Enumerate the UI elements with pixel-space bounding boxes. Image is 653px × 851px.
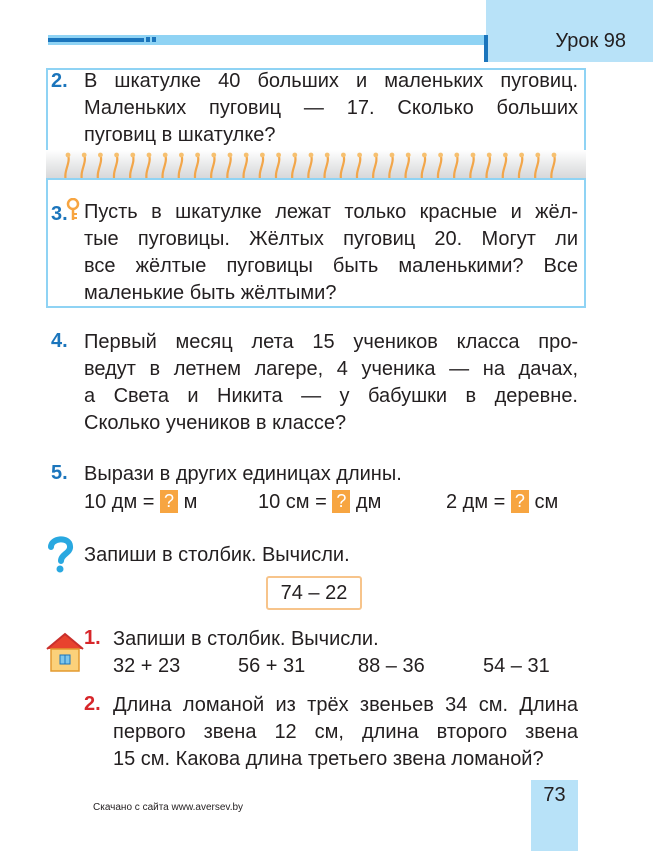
spiral-ring (65, 153, 70, 181)
homework-1-expression: 32 + 23 (113, 655, 181, 677)
spiral-ring (389, 153, 394, 181)
expression-box: 74 – 22 (266, 576, 362, 610)
spiral-ring (454, 153, 459, 181)
task5-number: 5. (51, 462, 68, 484)
spiral-ring (276, 153, 281, 181)
task3-line: тые пуговицы. Жёлтых пуговиц 20. Могут ли (84, 228, 578, 250)
task4-number: 4. (51, 330, 68, 352)
spiral-ring (260, 153, 265, 181)
conversion-2 (258, 489, 381, 516)
unknown-box: ? (160, 490, 178, 513)
homework-1-expression: 56 + 31 (238, 655, 306, 677)
spiral-ring (325, 153, 330, 181)
spiral-ring (98, 153, 103, 181)
task3-text (84, 199, 578, 307)
conversion-left: 2 дм = (446, 491, 506, 513)
conversion-1 (84, 489, 197, 516)
task2-line: В шкатулке 40 больших и маленьких пуговиц. (84, 70, 578, 92)
spiral-ring (470, 153, 475, 181)
key-icon (66, 198, 80, 222)
header-rule-accent (48, 38, 144, 42)
task2-text (84, 68, 578, 149)
task3-line: маленькие быть жёлтыми? (84, 282, 337, 304)
spiral-ring (308, 153, 313, 181)
spiral-ring (373, 153, 378, 181)
spiral-ring (130, 153, 135, 181)
spiral-ring (438, 153, 443, 181)
spiral-ring (551, 153, 556, 181)
spiral-ring (357, 153, 362, 181)
homework-2-line: первого звена 12 см, длина второго звена (113, 721, 578, 743)
unknown-box: ? (332, 490, 350, 513)
spiral-ring (244, 153, 249, 181)
question-mark-icon (45, 535, 75, 573)
conversion-unit: м (183, 491, 198, 513)
spiral-ring (406, 153, 411, 181)
task5-prompt: Вырази в других единицах длины. (84, 463, 402, 485)
task2-line: пуговиц в шкатулке? (84, 124, 276, 146)
header-rule-dot (146, 37, 150, 42)
task2-line: Маленьких пуговиц — 17. Сколько больших (84, 97, 578, 119)
task4-text (84, 329, 578, 437)
spiral-ring (503, 153, 508, 181)
conversion-unit: дм (355, 491, 382, 513)
task4-line: Первый месяц лета 15 учеников класса про- (84, 331, 578, 353)
spiral-ring (341, 153, 346, 181)
task3-number: 3. (51, 203, 68, 225)
spiral-ring (487, 153, 492, 181)
conversion-unit: см (534, 491, 559, 513)
task4-line: а Света и Никита — у бабушки в деревне. (84, 385, 578, 407)
task4-line: ведут в летнем лагере, 4 ученика — на дачах, (84, 358, 578, 380)
question-task-prompt: Запиши в столбик. Вычисли. (84, 544, 350, 566)
house-icon (45, 631, 85, 673)
spiral-ring (519, 153, 524, 181)
spiral-ring (195, 153, 200, 181)
homework-1-number: 1. (84, 627, 101, 649)
spiral-ring (422, 153, 427, 181)
spiral-ring (82, 153, 87, 181)
conversion-left: 10 см = (258, 491, 327, 513)
conversion-3 (446, 489, 558, 516)
spiral-ring (292, 153, 297, 181)
conversion-left: 10 дм = (84, 491, 155, 513)
spiral-ring (179, 153, 184, 181)
task4-line: Сколько учеников в классе? (84, 412, 347, 434)
task2-number: 2. (51, 70, 68, 92)
homework-1-expression: 88 – 36 (358, 655, 425, 677)
spiral-ring (163, 153, 168, 181)
spiral-ring (535, 153, 540, 181)
homework-1-prompt: Запиши в столбик. Вычисли. (113, 628, 379, 650)
task3-line: Пусть в шкатулке лежат только красные и жёл- (84, 201, 578, 223)
download-note: Скачано с сайта www.aversev.by (93, 802, 244, 813)
homework-2-text (113, 692, 578, 773)
task3-line: все жёлтые пуговицы быть маленькими? Все (84, 255, 578, 277)
spiral-ring (227, 153, 232, 181)
homework-1-expression: 54 – 31 (483, 655, 550, 677)
homework-2-number: 2. (84, 693, 101, 715)
page-number: 73 (543, 784, 566, 806)
homework-2-line: 15 см. Какова длина третьего звена ломаной? (113, 748, 544, 770)
lesson-title: Урок 98 (555, 30, 626, 52)
unknown-box: ? (511, 490, 529, 513)
spiral-ring (114, 153, 119, 181)
spiral-ring (211, 153, 216, 181)
header-rule-dot (152, 37, 156, 42)
homework-2-line: Длина ломаной из трёх звеньев 34 см. Длина (113, 694, 578, 716)
spiral-ring (146, 153, 151, 181)
